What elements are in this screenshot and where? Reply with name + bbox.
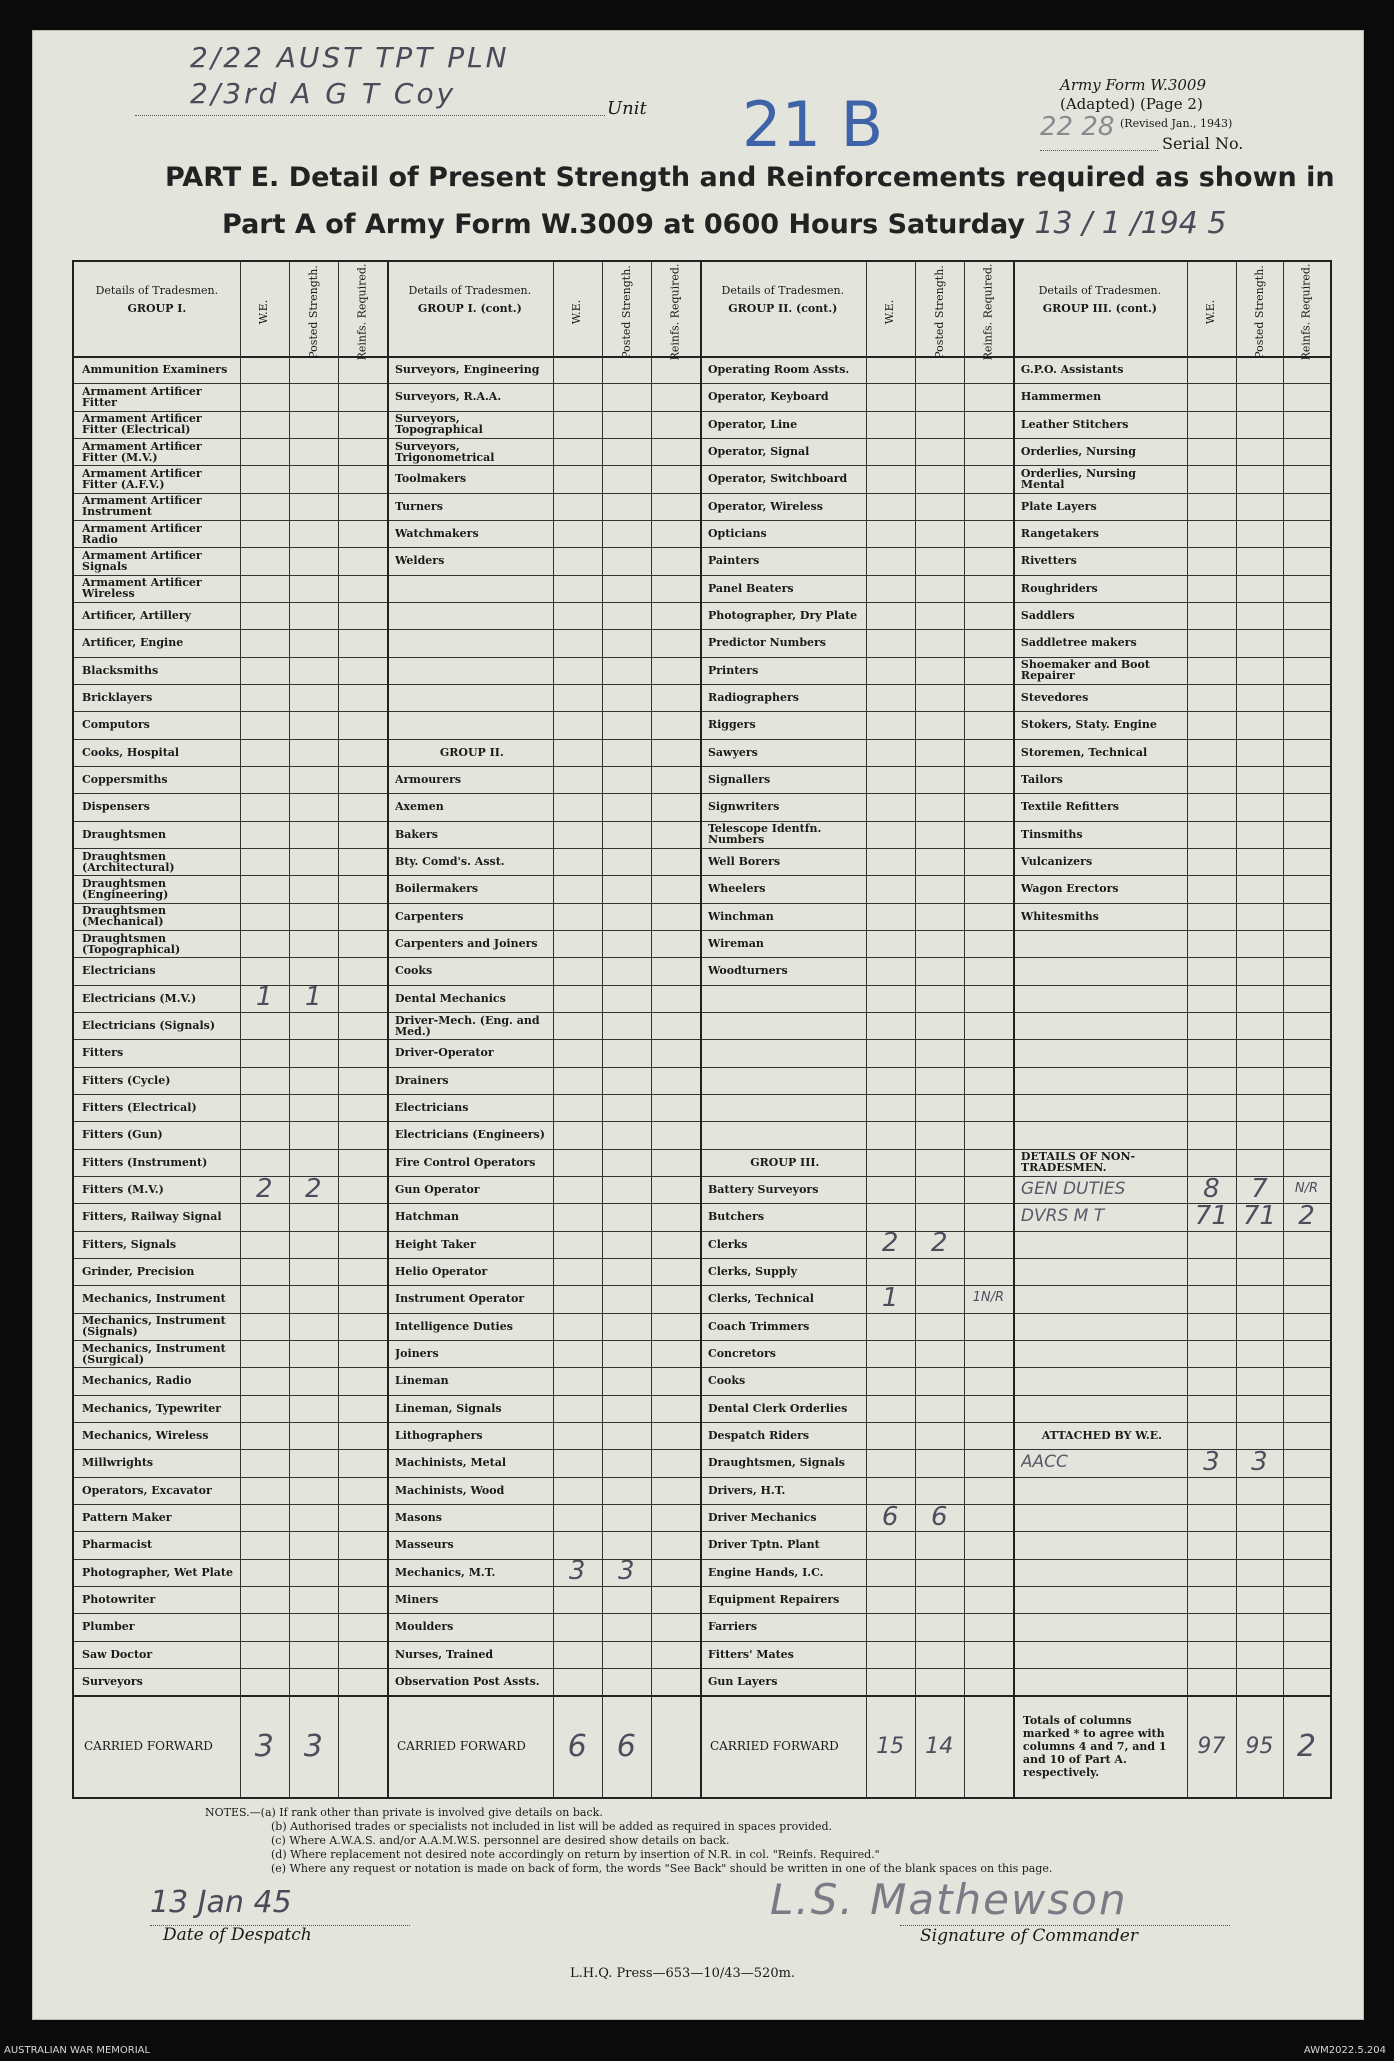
trade-label: Toolmakers [394, 472, 467, 486]
posted-strength-column-header [289, 265, 338, 359]
trade-label: Operator, Line [707, 417, 798, 431]
trade-label: DVRS M T [1020, 1206, 1105, 1227]
posted-value: 7 [1251, 1173, 1268, 1204]
row-rule [74, 1613, 1330, 1614]
trade-label: Armament Artificer Signals [82, 548, 202, 573]
group-label: GROUP I. [127, 302, 187, 315]
footer-right: AWM2022.5.204 [1303, 2045, 1386, 2056]
form-title-line-1: PART E. Detail of Present Strength and Reinforcements required as shown in [165, 162, 1335, 193]
total-we-value: 3 [254, 1728, 274, 1764]
trade-label: Orderlies, Nursing [1020, 445, 1136, 459]
trade-label: Fitters' Mates [707, 1647, 794, 1661]
trade-label: Nurses, Trained [394, 1647, 494, 1661]
row-rule [74, 1668, 1330, 1669]
trade-label: Textile Refitters [1020, 800, 1119, 814]
posted-value: 3 [1251, 1446, 1268, 1477]
trade-label: Clerks [707, 1237, 748, 1251]
form-number-handwriting: 21 B [742, 88, 884, 161]
row-rule [74, 1367, 1330, 1368]
despatch-date-handwriting: 13 Jan 45 [150, 1885, 292, 1920]
trade-label: Wheelers [707, 882, 766, 896]
total-we-value: 15 [876, 1733, 905, 1759]
trade-label: Operator, Signal [707, 445, 810, 459]
trade-label: Instrument Operator [394, 1292, 525, 1306]
trade-label: Pharmacist [82, 1538, 153, 1552]
notes-block [205, 1806, 1052, 1876]
strength-table [72, 260, 1332, 1799]
trade-label: Moulders [394, 1620, 454, 1634]
block-rule [1013, 262, 1015, 1797]
trade-label: Battery Surveyors [707, 1183, 819, 1197]
trade-label: Carpenters [394, 909, 464, 923]
trade-label: Fitters (M.V.) [82, 1183, 164, 1197]
form-date-handwriting: 13 / 1 /194 5 [1034, 206, 1227, 241]
label-column-rule [240, 262, 241, 1797]
trade-label: Draughtsmen, Signals [707, 1456, 845, 1470]
trade-label: Artificer, Artillery [82, 609, 192, 623]
trade-label: Printers [707, 663, 759, 677]
trade-label: Plate Layers [1020, 499, 1097, 513]
trade-label: Mechanics, Typewriter [82, 1401, 222, 1415]
trade-label: Helio Operator [394, 1265, 488, 1279]
posted-value: 2 [931, 1228, 948, 1259]
we-column-header-text: W.E. [883, 299, 897, 325]
row-rule [74, 1067, 1330, 1068]
row-rule [74, 957, 1330, 958]
unit-hw-line-1: 2/22 AUST TPT PLN [190, 41, 510, 74]
trade-label: Mechanics, Wireless [82, 1429, 209, 1443]
posted-strength-column-header [915, 265, 964, 359]
trade-label: GEN DUTIES [1020, 1179, 1126, 1200]
form-title-text: Part A of Army Form W.3009 at 0600 Hours Saturday [222, 209, 1026, 240]
trade-label: Drainers [394, 1073, 449, 1087]
we-column-header [553, 272, 602, 352]
row-rule [74, 1586, 1330, 1587]
trade-label: Axemen [394, 800, 444, 814]
group-label: GROUP III. (cont.) [1042, 302, 1157, 315]
trade-label: Armament Artificer Fitter (M.V.) [82, 439, 202, 464]
army-form-line-1: Army Form W.3009 [1060, 76, 1206, 94]
trade-label: Telescope Identfn. Numbers [707, 822, 822, 847]
footer-left: AUSTRALIAN WAR MEMORIAL [4, 2045, 151, 2056]
trade-label: Computors [82, 718, 150, 732]
trade-label: Dental Clerk Orderlies [707, 1401, 848, 1415]
trade-label: Electricians (Signals) [82, 1019, 216, 1033]
we-column-rule [1236, 262, 1237, 1797]
label-column-rule [1187, 262, 1188, 1797]
trade-label: Hammermen [1020, 390, 1102, 404]
posted-column-rule [651, 262, 652, 1797]
trade-label: Radiographers [707, 691, 799, 705]
trade-label: Pattern Maker [82, 1511, 172, 1525]
row-rule [74, 1313, 1330, 1314]
trade-label: Gun Operator [394, 1183, 480, 1197]
row-rule [74, 1477, 1330, 1478]
trade-label: Draughtsmen (Architectural) [82, 849, 175, 874]
carried-forward-label: CARRIED FORWARD [709, 1738, 839, 1753]
trade-label: Fitters (Gun) [82, 1128, 163, 1142]
trade-label: Artificer, Engine [82, 636, 184, 650]
trade-label: Mechanics, M.T. [394, 1565, 496, 1579]
trade-label: Bakers [394, 827, 439, 841]
trade-label: Fitters (Instrument) [82, 1155, 208, 1169]
reinfs-required-column-header-text: Reinfs. Required. [1299, 263, 1313, 361]
trade-label: Driver Mechanics [707, 1511, 817, 1525]
details-of-tradesmen-label: Details of Tradesmen. [408, 284, 532, 297]
trade-label: Fitters, Railway Signal [82, 1210, 222, 1224]
we-column-header [240, 272, 289, 352]
posted-strength-column-header-text: Posted Strength. [619, 265, 633, 359]
trade-label: Machinists, Metal [394, 1456, 507, 1470]
posted-value: 1 [305, 982, 322, 1013]
trade-label: Electricians [82, 964, 156, 978]
trade-label: Engine Hands, I.C. [707, 1565, 824, 1579]
carried-forward-label: CARRIED FORWARD [396, 1738, 526, 1753]
trade-label: Boilermakers [394, 882, 479, 896]
we-value: 71 [1194, 1200, 1228, 1231]
posted-strength-column-header-text: Posted Strength. [306, 265, 320, 359]
trade-label: Riggers [707, 718, 756, 732]
block-rule [387, 262, 389, 1797]
trade-label: Draughtsmen (Engineering) [82, 876, 169, 901]
trade-label: Butchers [707, 1210, 765, 1224]
trade-label: Watchmakers [394, 527, 479, 541]
row-rule [74, 1285, 1330, 1286]
trade-label: Fitters [82, 1046, 124, 1060]
posted-column-rule [338, 262, 339, 1797]
we-value: 2 [881, 1228, 899, 1259]
trade-label: Well Borers [707, 855, 781, 869]
commander-signature: L.S. Mathewson [770, 1875, 1128, 1924]
trade-label: Photographer, Dry Plate [707, 609, 858, 623]
we-value: 8 [1203, 1173, 1220, 1204]
trade-label: Wagon Erectors [1020, 882, 1119, 896]
trade-label: Dental Mechanics [394, 991, 506, 1005]
we-value: 3 [568, 1556, 586, 1587]
trade-label: Armament Artificer Instrument [82, 494, 202, 519]
trade-label: Photowriter [82, 1593, 156, 1606]
row-rule [74, 1231, 1330, 1232]
trade-label: Joiners [394, 1347, 439, 1361]
label-column-rule [866, 262, 867, 1797]
trade-label: Photographer, Wet Plate [82, 1565, 234, 1579]
we-column-rule [915, 262, 916, 1797]
section-heading: ATTACHED BY W.E. [1041, 1429, 1162, 1443]
posted-strength-column-header-text: Posted Strength. [1252, 265, 1266, 359]
note-b: (b) Authorised trades or specialists not included in list will be added as required in spaces provided. [271, 1820, 833, 1833]
serial-handwriting: 22 28 [1040, 112, 1115, 142]
trade-label: Armament Artificer Fitter [82, 384, 202, 409]
posted-value: 2 [305, 1173, 322, 1204]
unit-hw-line-2: 2/3rd A G T Coy [190, 77, 457, 110]
trade-label: Armament Artificer Wireless [82, 576, 202, 601]
trade-label: Machinists, Wood [394, 1483, 505, 1497]
reinfs-required-column-header [338, 263, 387, 361]
trade-label: Opticians [707, 527, 767, 541]
trade-label: Welders [394, 554, 445, 568]
we-value: 1 [881, 1282, 899, 1313]
trade-label: Saddlers [1020, 609, 1075, 623]
posted-strength-column-header [1236, 265, 1283, 359]
trade-label: Cooks, Hospital [82, 745, 180, 759]
trade-label: Leather Stitchers [1020, 417, 1129, 431]
column-header-details [74, 284, 240, 316]
trade-label: Despatch Riders [707, 1429, 810, 1443]
we-column-header [1187, 272, 1236, 352]
row-rule [74, 1504, 1330, 1505]
trade-label: Whitesmiths [1020, 909, 1099, 923]
trade-label: Drivers, H.T. [707, 1483, 786, 1497]
trade-label: Surveyors [82, 1674, 143, 1688]
signature-label: Signature of Commander [920, 1926, 1138, 1946]
block-rule [700, 262, 702, 1797]
note-a: NOTES.—(a) If rank other than private is involved give details on back. [205, 1806, 603, 1819]
note-d: (d) Where replacement not desired note accordingly on return by insertion of N.R. in col. "Reinfs. Required." [271, 1848, 880, 1861]
trade-label: Operating Room Assts. [707, 363, 850, 377]
reinfs-value: 1N/R [972, 1290, 1005, 1306]
trade-label: Masons [394, 1511, 442, 1525]
army-form-line-3: (Revised Jan., 1943) [1120, 117, 1233, 130]
reinfs-required-column-header-text: Reinfs. Required. [668, 263, 682, 361]
group-label: GROUP II. (cont.) [728, 302, 838, 315]
trade-label: Draughtsmen [82, 827, 167, 841]
trade-label: Blacksmiths [82, 663, 159, 677]
row-rule [74, 930, 1330, 931]
totals-note: Totals of columns marked * to agree with columns 4 and 7, and 1 and 10 of Part A. respectively. [1022, 1713, 1167, 1779]
trade-label: Mechanics, Instrument (Surgical) [82, 1341, 226, 1366]
trade-label: Saw Doctor [82, 1647, 153, 1661]
row-rule [74, 1340, 1330, 1341]
trade-label: Operator, Switchboard [707, 472, 848, 486]
trade-label: Draughtsmen (Topographical) [82, 931, 181, 956]
trade-label: Electricians (Engineers) [394, 1128, 545, 1142]
trade-label: Armament Artificer Radio [82, 521, 202, 546]
trade-label: Rivetters [1020, 554, 1077, 568]
trade-label: Grinder, Precision [82, 1265, 195, 1279]
trade-label: Driver-Mech. (Eng. and Med.) [394, 1013, 540, 1038]
section-heading: GROUP III. [750, 1155, 820, 1169]
we-value: 2 [255, 1173, 273, 1204]
trade-label: Mechanics, Instrument [82, 1292, 226, 1306]
we-column-header-text: W.E. [1204, 299, 1218, 325]
row-rule [74, 1641, 1330, 1642]
trade-label: Concretors [707, 1347, 776, 1361]
row-rule [74, 1531, 1330, 1532]
unit-label: Unit [607, 98, 647, 119]
total-posted-value: 14 [925, 1733, 954, 1759]
column-header-details [387, 284, 553, 316]
we-value: 3 [1203, 1446, 1220, 1477]
trade-label: Rangetakers [1020, 527, 1099, 541]
reinfs-value: N/R [1294, 1181, 1319, 1197]
row-rule [74, 1559, 1330, 1560]
trade-label: Driver-Operator [394, 1046, 494, 1060]
trade-label: Plumber [82, 1620, 135, 1634]
posted-value: 6 [931, 1501, 948, 1532]
we-column-rule [289, 262, 290, 1797]
trade-label: Signwriters [707, 800, 780, 814]
despatch-label: Date of Despatch [163, 1925, 312, 1945]
column-header-details [1013, 284, 1187, 316]
trade-label: Orderlies, Nursing Mental [1020, 466, 1136, 491]
details-of-tradesmen-label: Details of Tradesmen. [95, 284, 219, 297]
trade-label: Clerks, Supply [707, 1265, 798, 1279]
trade-label: Lineman, Signals [394, 1401, 502, 1415]
trade-label: Fitters (Cycle) [82, 1073, 171, 1087]
group-label: GROUP I. (cont.) [417, 302, 522, 315]
trade-label: Miners [394, 1593, 439, 1606]
trade-label: Coach Trimmers [707, 1319, 810, 1333]
trade-label: Roughriders [1020, 581, 1098, 595]
posted-value: 3 [618, 1556, 635, 1587]
reinfs-value: 2 [1298, 1200, 1315, 1231]
trade-label: Operator, Keyboard [707, 390, 829, 404]
trade-label: Woodturners [707, 964, 788, 978]
trade-label: Surveyors, Topographical [394, 412, 483, 437]
trade-label: Equipment Repairers [707, 1593, 840, 1606]
trade-label: Storemen, Technical [1020, 745, 1148, 759]
reinfs-required-column-header [964, 263, 1013, 361]
trade-label: Fitters (Electrical) [82, 1101, 197, 1115]
trade-label: G.P.O. Assistants [1020, 363, 1124, 377]
trade-label: Electricians (M.V.) [82, 991, 197, 1005]
row-rule [74, 1039, 1330, 1040]
column-header-details [700, 284, 866, 316]
reinfs-required-column-header [651, 263, 700, 361]
reinfs-required-column-header-text: Reinfs. Required. [981, 263, 995, 361]
trade-label: Driver Tptn. Plant [707, 1538, 820, 1552]
trade-label: Farriers [707, 1620, 758, 1634]
posted-strength-column-header-text: Posted Strength. [932, 265, 946, 359]
trade-label: Mechanics, Instrument (Signals) [82, 1314, 226, 1339]
we-column-header-text: W.E. [570, 299, 584, 325]
trade-label: Turners [394, 499, 443, 513]
trade-label: Signallers [707, 773, 771, 787]
trade-label: Lineman [394, 1374, 449, 1388]
trade-label: Masseurs [394, 1538, 454, 1552]
trade-label: Bty. Comd's. Asst. [394, 855, 505, 869]
we-value: 1 [255, 982, 273, 1013]
trade-label: Winchman [707, 909, 774, 923]
trade-label: Electricians [394, 1101, 469, 1115]
trade-label: Armament Artificer Fitter (A.F.V.) [82, 466, 202, 491]
trade-label: Armament Artificer Fitter (Electrical) [82, 412, 202, 437]
trade-label: Stevedores [1020, 691, 1089, 705]
trade-label: Hatchman [394, 1210, 460, 1224]
trade-label: Observation Post Assts. [394, 1674, 540, 1688]
note-c: (c) Where A.W.A.S. and/or A.A.M.W.S. personnel are desired show details on back. [271, 1834, 730, 1847]
trade-label: Surveyors, R.A.A. [394, 390, 502, 404]
trade-label: Bricklayers [82, 691, 153, 705]
carried-forward-label: CARRIED FORWARD [84, 1738, 213, 1753]
row-rule [74, 1121, 1330, 1122]
posted-strength-column-header [602, 265, 651, 359]
trade-label: Dispensers [82, 800, 150, 814]
trade-label: Cooks [394, 964, 433, 978]
trade-label: AACC [1020, 1452, 1068, 1473]
row-rule [74, 1094, 1330, 1095]
posted-column-rule [964, 262, 965, 1797]
trade-label: Mechanics, Radio [82, 1374, 192, 1388]
trade-label: Intelligence Duties [394, 1319, 513, 1333]
total-we-value: 6 [567, 1728, 587, 1764]
trade-label: Height Taker [394, 1237, 476, 1251]
row-rule [74, 1395, 1330, 1396]
trade-label: Coppersmiths [82, 773, 168, 787]
trade-label: Surveyors, Engineering [394, 363, 540, 377]
trade-label: Fire Control Operators [394, 1155, 536, 1169]
total-posted-value: 6 [616, 1728, 636, 1764]
trade-label: Shoemaker and Boot Repairer [1020, 658, 1150, 683]
trade-label: Clerks, Technical [707, 1292, 814, 1306]
trade-label: Ammunition Examiners [82, 363, 228, 377]
details-of-tradesmen-label: Details of Tradesmen. [721, 284, 845, 297]
trade-label: Armourers [394, 773, 462, 787]
total-posted-value: 3 [303, 1728, 323, 1764]
we-column-header [866, 272, 915, 352]
serial-dotted-line [1040, 150, 1158, 151]
trade-label: Carpenters and Joiners [394, 937, 538, 951]
army-form-line-2: (Adapted) (Page 2) [1060, 95, 1203, 113]
trade-label: Saddletree makers [1020, 636, 1137, 650]
trade-label: Millwrights [82, 1456, 154, 1470]
total-posted-value: 95 [1245, 1733, 1274, 1759]
trade-label: Sawyers [707, 745, 758, 759]
total-we-value: 97 [1197, 1733, 1226, 1759]
trade-label: Fitters, Signals [82, 1237, 177, 1251]
trade-label: Panel Beaters [707, 581, 794, 595]
trade-label: Stokers, Staty. Engine [1020, 718, 1157, 732]
section-heading: DETAILS OF NON-TRADESMEN. [1020, 1150, 1136, 1175]
total-reinfs-value: 2 [1296, 1728, 1316, 1764]
trade-label: Operators, Excavator [82, 1483, 212, 1497]
trade-label: Painters [707, 554, 760, 568]
unit-dotted-line [135, 115, 605, 116]
details-of-tradesmen-label: Details of Tradesmen. [1038, 284, 1162, 297]
we-value: 6 [881, 1501, 899, 1532]
trade-label: Surveyors, Trigonometrical [394, 439, 495, 464]
trade-label: Tailors [1020, 773, 1063, 787]
trade-label: Draughtsmen (Mechanical) [82, 904, 167, 929]
unit-handwriting [190, 40, 510, 112]
posted-value: 71 [1242, 1200, 1276, 1231]
trade-label: Lithographers [394, 1429, 483, 1443]
reinfs-required-column-header [1283, 263, 1330, 361]
trade-label: Gun Layers [707, 1674, 778, 1688]
we-column-header-text: W.E. [257, 299, 271, 325]
row-rule [74, 1258, 1330, 1259]
reinfs-required-column-header-text: Reinfs. Required. [355, 263, 369, 361]
posted-column-rule [1283, 262, 1284, 1797]
serial-label: Serial No. [1162, 134, 1244, 153]
trade-label: Cooks [707, 1374, 746, 1388]
trade-label: Tinsmiths [1020, 827, 1083, 841]
form-title-line-2 [222, 206, 1302, 241]
press-line: L.H.Q. Press—653—10/43—520m. [570, 1966, 796, 1981]
trade-label: Wireman [707, 937, 764, 951]
note-e: (e) Where any request or notation is made on back of form, the words "See Back" should be written in one of the blank spaces on this page. [271, 1862, 1053, 1875]
trade-label: Vulcanizers [1020, 855, 1093, 869]
section-heading: GROUP II. [439, 745, 504, 759]
trade-label: Operator, Wireless [707, 499, 823, 513]
trade-label: Predictor Numbers [707, 636, 826, 650]
